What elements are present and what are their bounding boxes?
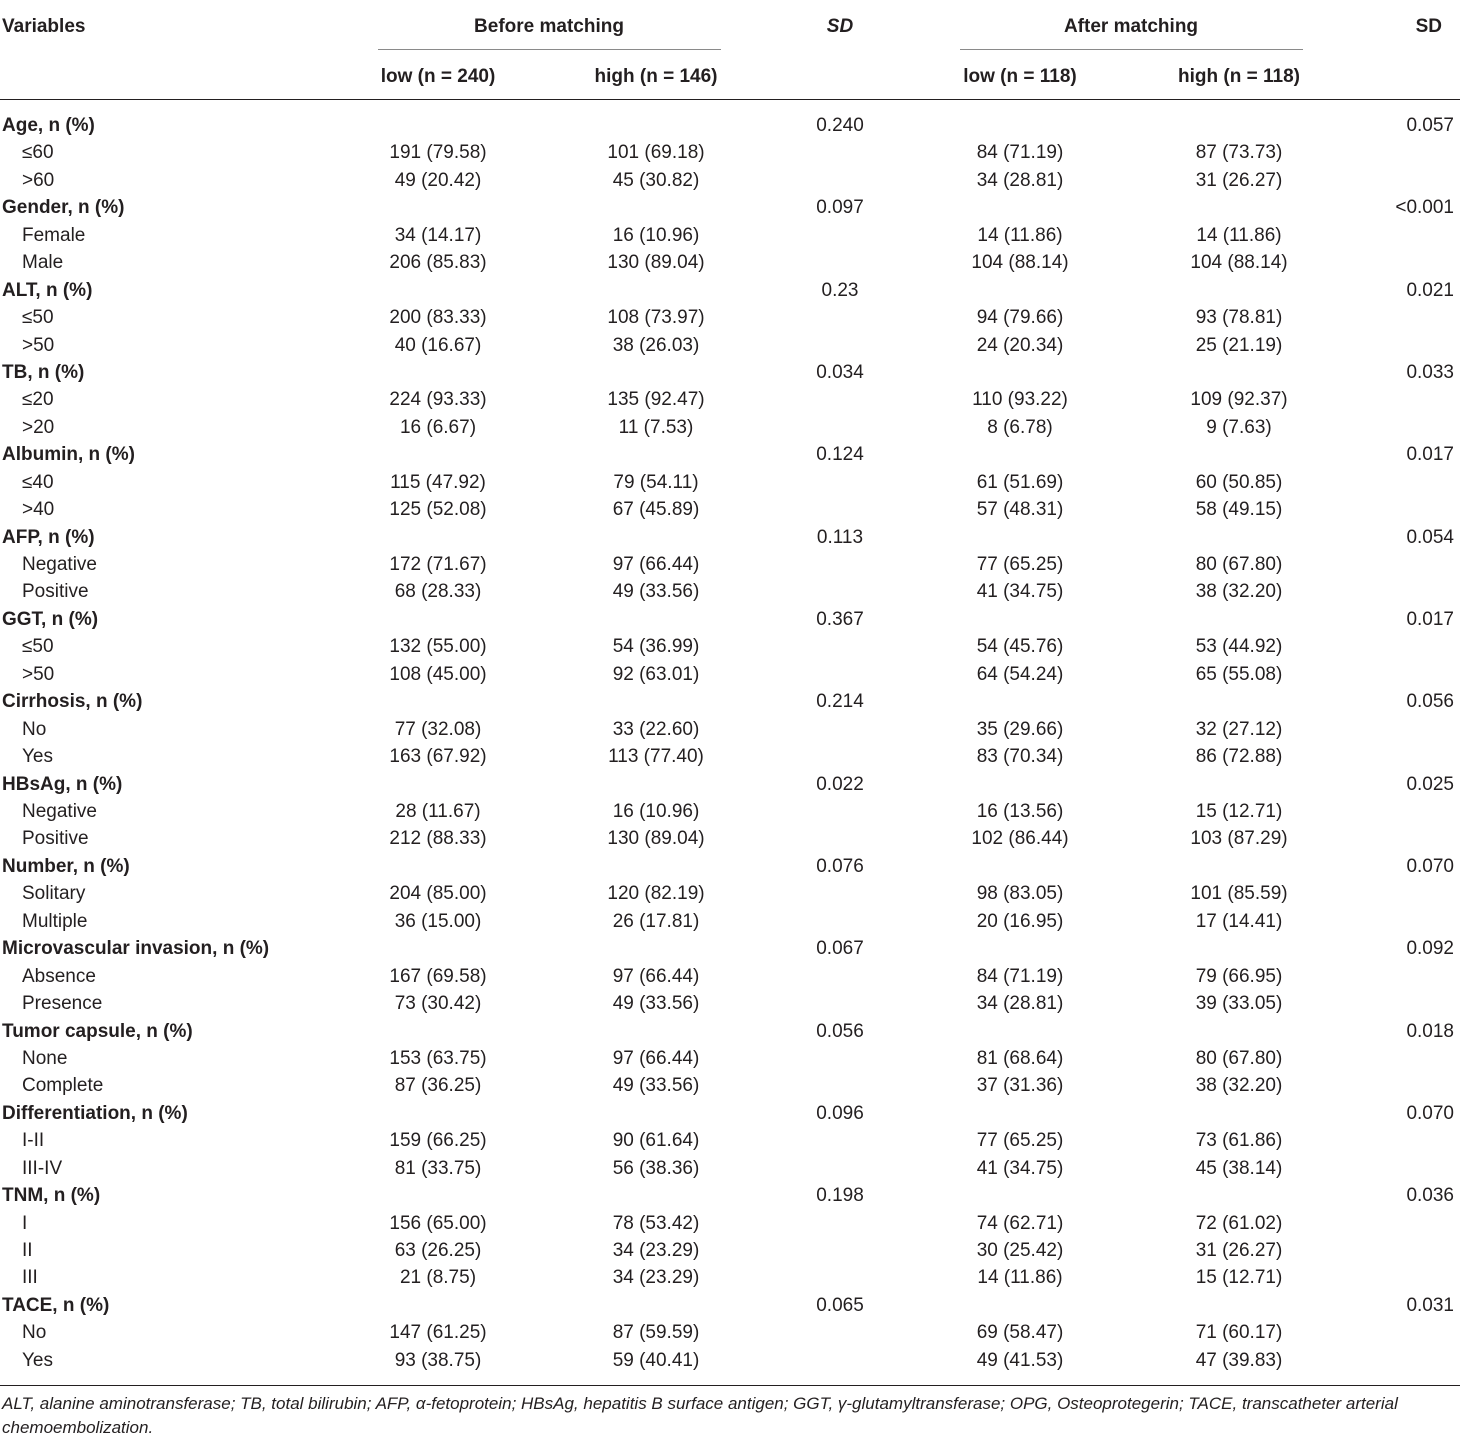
after-high-cell: 60 (50.85) — [1195, 471, 1283, 493]
after-low-cell: 16 (13.56) — [976, 801, 1064, 822]
header-variables: Variables — [2, 16, 86, 37]
sd-before-cell: 0.076 — [816, 855, 864, 877]
before-high-cell: 90 (61.64) — [612, 1130, 700, 1152]
after-low-cell: 84 (71.19) — [976, 965, 1064, 987]
sd-after-cell: 0.025 — [1406, 773, 1454, 795]
before-high-cell: 67 (45.89) — [612, 499, 700, 521]
row-label: Positive — [22, 828, 89, 850]
sd-before-cell: 0.097 — [816, 197, 864, 219]
after-high-cell: 104 (88.14) — [1190, 252, 1288, 274]
table-group-row — [0, 277, 1460, 304]
header-before-matching: Before matching — [474, 16, 624, 37]
table-row — [0, 963, 1460, 990]
after-high-cell: 93 (78.81) — [1195, 307, 1283, 329]
row-label: TNM, n (%) — [2, 1185, 101, 1207]
before-low-cell: 153 (63.75) — [389, 1047, 487, 1069]
table-row — [0, 1155, 1460, 1182]
row-label: Gender, n (%) — [2, 197, 125, 219]
before-low-cell: 68 (28.33) — [394, 581, 482, 603]
after-low-cell: 77 (65.25) — [976, 554, 1064, 576]
header-sd-after: SD — [1415, 16, 1442, 37]
after-low-cell: 41 (34.75) — [976, 581, 1064, 603]
row-label: II — [22, 1240, 33, 1262]
after-low-cell: 64 (54.24) — [976, 663, 1064, 685]
table-group-row — [0, 1100, 1460, 1127]
before-low-cell: 108 (45.00) — [389, 663, 487, 685]
row-label: GGT, n (%) — [2, 608, 99, 630]
header-sd-before: SD — [826, 16, 854, 37]
after-low-cell: 35 (29.66) — [976, 718, 1064, 740]
sd-before-cell: 0.23 — [821, 279, 859, 301]
sd-after-cell: 0.036 — [1406, 1185, 1454, 1207]
before-high-cell: 49 (33.56) — [612, 581, 700, 603]
before-high-cell: 97 (66.44) — [612, 554, 700, 576]
before-low-cell: 212 (88.33) — [389, 828, 487, 850]
row-label: ≤60 — [22, 142, 54, 164]
before-low-cell: 204 (85.00) — [389, 883, 487, 905]
before-low-cell: 34 (14.17) — [394, 224, 482, 246]
before-high-cell: 49 (33.56) — [612, 993, 700, 1015]
header-after-matching: After matching — [1063, 16, 1199, 37]
table-row — [0, 496, 1460, 523]
before-low-cell: 163 (67.92) — [389, 746, 487, 768]
after-low-cell: 74 (62.71) — [976, 1212, 1064, 1234]
row-label: ≤40 — [22, 471, 54, 493]
row-label: No — [22, 718, 47, 740]
row-label: >20 — [22, 416, 55, 438]
table-row — [0, 1237, 1460, 1264]
before-high-cell: 97 (66.44) — [612, 965, 700, 987]
after-low-cell: 104 (88.14) — [971, 252, 1069, 274]
after-high-cell: 31 (26.27) — [1195, 169, 1283, 191]
header-rule — [0, 99, 1460, 100]
row-label: Male — [22, 252, 64, 274]
after-high-cell: 15 (12.71) — [1195, 1267, 1283, 1289]
after-low-cell: 8 (6.78) — [987, 416, 1053, 438]
row-label: Negative — [22, 801, 97, 822]
after-high-cell: 17 (14.41) — [1195, 910, 1283, 932]
table-group-row — [0, 1182, 1460, 1209]
row-label: Absence — [22, 965, 96, 987]
after-low-cell: 110 (93.22) — [972, 389, 1068, 411]
row-label: >60 — [22, 169, 55, 191]
after-low-cell: 41 (34.75) — [976, 1157, 1064, 1179]
before-low-cell: 40 (16.67) — [394, 334, 482, 356]
before-low-cell: 147 (61.25) — [389, 1322, 487, 1344]
table-row — [0, 249, 1460, 276]
table-group-row — [0, 441, 1460, 468]
row-label: Microvascular invasion, n (%) — [2, 938, 270, 960]
row-label: Age, n (%) — [2, 115, 95, 136]
sd-after-cell: 0.070 — [1406, 1102, 1454, 1124]
before-high-cell: 33 (22.60) — [612, 718, 700, 740]
sd-before-cell: 0.214 — [816, 691, 864, 713]
before-high-cell: 78 (53.42) — [612, 1212, 700, 1234]
header-after-high: high (n = 118) — [1178, 66, 1300, 87]
row-label: Differentiation, n (%) — [2, 1102, 188, 1124]
row-label: Cirrhosis, n (%) — [2, 691, 143, 713]
before-low-cell: 28 (11.67) — [395, 801, 481, 822]
after-low-cell: 77 (65.25) — [976, 1130, 1064, 1152]
table-row — [0, 661, 1460, 688]
after-high-cell: 45 (38.14) — [1195, 1157, 1283, 1179]
after-low-cell: 81 (68.64) — [976, 1047, 1064, 1069]
sd-before-cell: 0.367 — [816, 608, 864, 630]
after-high-cell: 80 (67.80) — [1195, 1047, 1283, 1069]
row-label: Number, n (%) — [2, 855, 130, 877]
after-high-cell: 31 (26.27) — [1195, 1240, 1283, 1262]
before-low-cell: 159 (66.25) — [389, 1130, 487, 1152]
sd-after-cell: 0.070 — [1406, 855, 1454, 877]
after-low-cell: 24 (20.34) — [976, 334, 1064, 356]
before-low-cell: 191 (79.58) — [389, 142, 487, 164]
row-label: TB, n (%) — [2, 361, 85, 383]
before-low-cell: 115 (47.92) — [390, 471, 486, 493]
table-row — [0, 743, 1460, 770]
sd-after-cell: 0.017 — [1406, 444, 1454, 466]
before-high-cell: 49 (33.56) — [612, 1075, 700, 1097]
after-high-cell: 72 (61.02) — [1195, 1212, 1283, 1234]
table-row — [0, 469, 1460, 496]
before-high-cell: 101 (69.18) — [607, 142, 705, 164]
row-label: HBsAg, n (%) — [2, 773, 123, 795]
table-row — [0, 1210, 1460, 1237]
after-low-cell: 14 (11.86) — [977, 224, 1063, 246]
before-low-cell: 73 (30.42) — [394, 993, 482, 1015]
after-matching-underline — [960, 49, 1303, 50]
sd-before-cell: 0.034 — [816, 361, 864, 383]
after-high-cell: 87 (73.73) — [1195, 142, 1283, 164]
before-high-cell: 16 (10.96) — [612, 801, 700, 822]
before-low-cell: 156 (65.00) — [389, 1212, 487, 1234]
before-high-cell: 79 (54.11) — [613, 471, 699, 493]
row-label: >50 — [22, 663, 55, 685]
after-high-cell: 79 (66.95) — [1195, 965, 1283, 987]
after-high-cell: 32 (27.12) — [1195, 718, 1283, 740]
before-low-cell: 200 (83.33) — [389, 307, 487, 329]
before-high-cell: 34 (23.29) — [612, 1240, 700, 1262]
row-label: None — [22, 1047, 68, 1069]
before-high-cell: 11 (7.53) — [618, 416, 694, 438]
after-low-cell: 84 (71.19) — [976, 142, 1064, 164]
table-group-row — [0, 853, 1460, 880]
header-after-low: low (n = 118) — [963, 66, 1077, 87]
sd-after-cell: 0.057 — [1406, 115, 1454, 136]
table-row — [0, 332, 1460, 359]
sd-before-cell: 0.065 — [816, 1294, 864, 1316]
table-row — [0, 825, 1460, 852]
after-high-cell: 103 (87.29) — [1190, 828, 1288, 850]
row-label: Solitary — [22, 883, 86, 905]
before-high-cell: 54 (36.99) — [612, 636, 700, 658]
after-high-cell: 38 (32.20) — [1195, 1075, 1283, 1097]
sd-after-cell: 0.031 — [1406, 1294, 1454, 1316]
before-low-cell: 132 (55.00) — [389, 636, 487, 658]
row-label: Female — [22, 224, 86, 246]
before-high-cell: 120 (82.19) — [607, 883, 705, 905]
before-low-cell: 206 (85.83) — [389, 252, 487, 274]
bottom-rule — [0, 1385, 1460, 1386]
before-high-cell: 92 (63.01) — [612, 663, 700, 685]
before-high-cell: 108 (73.97) — [607, 307, 705, 329]
after-high-cell: 65 (55.08) — [1195, 663, 1283, 685]
row-label: Tumor capsule, n (%) — [2, 1020, 193, 1042]
before-low-cell: 167 (69.58) — [389, 965, 487, 987]
after-low-cell: 49 (41.53) — [976, 1349, 1064, 1371]
after-low-cell: 20 (16.95) — [976, 910, 1064, 932]
table-row — [0, 716, 1460, 743]
sd-after-cell: <0.001 — [1395, 197, 1454, 219]
row-label: I — [22, 1212, 28, 1234]
table-row — [0, 1319, 1460, 1346]
table-footnote: ALT, alanine aminotransferase; TB, total bilirubin; AFP, α-fetoprotein; HBsAg, hepatitis B surface antigen; GGT, γ-glutamyltransferase; OPG, Osteoprotegerin; TACE, transcatheter arterial chemoembolization. — [2, 1394, 1398, 1437]
before-high-cell: 135 (92.47) — [607, 389, 705, 411]
sd-after-cell: 0.056 — [1406, 691, 1454, 713]
table-row — [0, 1045, 1460, 1072]
table-row — [0, 1264, 1460, 1291]
header-before-low: low (n = 240) — [380, 66, 496, 87]
table-row — [0, 167, 1460, 194]
sd-before-cell: 0.067 — [816, 938, 864, 960]
after-high-cell: 109 (92.37) — [1190, 389, 1288, 411]
sd-after-cell: 0.018 — [1406, 1020, 1454, 1042]
after-low-cell: 83 (70.34) — [976, 746, 1064, 768]
after-low-cell: 34 (28.81) — [976, 169, 1064, 191]
before-low-cell: 93 (38.75) — [394, 1349, 482, 1371]
row-label: >50 — [22, 334, 55, 356]
table-row — [0, 1127, 1460, 1154]
row-label: AFP, n (%) — [2, 526, 95, 548]
table-group-row — [0, 524, 1460, 551]
row-label: ≤20 — [22, 389, 54, 411]
after-low-cell: 69 (58.47) — [976, 1322, 1064, 1344]
header-before-high: high (n = 146) — [594, 66, 718, 87]
after-high-cell: 15 (12.71) — [1195, 801, 1283, 822]
table-row — [0, 880, 1460, 907]
table-group-row — [0, 1018, 1460, 1045]
sd-before-cell: 0.113 — [816, 526, 864, 548]
table-row — [0, 990, 1460, 1017]
table-group-row — [0, 194, 1460, 221]
after-high-cell: 39 (33.05) — [1195, 993, 1283, 1015]
row-label: Complete — [22, 1075, 104, 1097]
after-low-cell: 14 (11.86) — [977, 1267, 1063, 1289]
table-group-row — [0, 771, 1460, 798]
before-low-cell: 125 (52.08) — [389, 499, 487, 521]
row-label: TACE, n (%) — [2, 1294, 110, 1316]
sd-after-cell: 0.021 — [1406, 279, 1454, 301]
after-low-cell: 61 (51.69) — [976, 471, 1064, 493]
before-low-cell: 16 (6.67) — [399, 416, 477, 438]
table-row — [0, 908, 1460, 935]
before-high-cell: 45 (30.82) — [612, 169, 700, 191]
before-low-cell: 36 (15.00) — [394, 910, 482, 932]
sd-before-cell: 0.240 — [816, 115, 864, 136]
after-low-cell: 98 (83.05) — [976, 883, 1064, 905]
table-row — [0, 386, 1460, 413]
table-row — [0, 414, 1460, 441]
row-label: >40 — [22, 499, 55, 521]
sd-before-cell: 0.022 — [816, 773, 864, 795]
sd-before-cell: 0.096 — [816, 1102, 864, 1124]
before-low-cell: 21 (8.75) — [399, 1267, 477, 1289]
table-row — [0, 139, 1460, 166]
row-label: ≤50 — [22, 307, 54, 329]
row-label: III — [22, 1267, 38, 1289]
sd-after-cell: 0.033 — [1406, 361, 1454, 383]
before-low-cell: 172 (71.67) — [389, 554, 487, 576]
row-label: Yes — [22, 746, 53, 768]
before-high-cell: 130 (89.04) — [607, 828, 705, 850]
after-high-cell: 25 (21.19) — [1195, 334, 1283, 356]
before-low-cell: 87 (36.25) — [394, 1075, 482, 1097]
after-high-cell: 86 (72.88) — [1195, 746, 1283, 768]
sd-before-cell: 0.124 — [816, 444, 864, 466]
after-high-cell: 47 (39.83) — [1195, 1349, 1283, 1371]
table-row — [0, 1347, 1460, 1374]
before-low-cell: 81 (33.75) — [394, 1157, 482, 1179]
sd-after-cell: 0.054 — [1406, 526, 1454, 548]
table-group-row — [0, 112, 1460, 139]
before-low-cell: 63 (26.25) — [394, 1240, 482, 1262]
row-label: Yes — [22, 1349, 53, 1371]
table-group-row — [0, 1292, 1460, 1319]
after-low-cell: 94 (79.66) — [976, 307, 1064, 329]
table-group-row — [0, 359, 1460, 386]
table-row — [0, 798, 1460, 825]
after-high-cell: 101 (85.59) — [1190, 883, 1288, 905]
table-row — [0, 222, 1460, 249]
row-label: I-II — [22, 1130, 45, 1152]
sd-before-cell: 0.056 — [816, 1020, 864, 1042]
before-high-cell: 113 (77.40) — [608, 746, 704, 768]
row-label: Positive — [22, 581, 89, 603]
after-high-cell: 9 (7.63) — [1206, 416, 1272, 438]
before-high-cell: 38 (26.03) — [612, 334, 700, 356]
before-high-cell: 97 (66.44) — [612, 1047, 700, 1069]
after-high-cell: 80 (67.80) — [1195, 554, 1283, 576]
after-high-cell: 71 (60.17) — [1195, 1322, 1283, 1344]
row-label: Multiple — [22, 910, 88, 932]
row-label: Presence — [22, 993, 103, 1015]
after-high-cell: 73 (61.86) — [1195, 1130, 1283, 1152]
table-row — [0, 304, 1460, 331]
before-high-cell: 16 (10.96) — [612, 224, 700, 246]
table-group-row — [0, 935, 1460, 962]
before-low-cell: 49 (20.42) — [394, 169, 482, 191]
sd-after-cell: 0.017 — [1406, 608, 1454, 630]
table-row — [0, 633, 1460, 660]
before-high-cell: 26 (17.81) — [612, 910, 700, 932]
row-label: III-IV — [22, 1157, 63, 1179]
before-low-cell: 77 (32.08) — [394, 718, 482, 740]
table-row — [0, 1072, 1460, 1099]
after-low-cell: 30 (25.42) — [976, 1240, 1064, 1262]
before-matching-underline — [378, 49, 721, 50]
before-high-cell: 87 (59.59) — [612, 1322, 700, 1344]
after-low-cell: 37 (31.36) — [976, 1075, 1064, 1097]
before-high-cell: 56 (38.36) — [612, 1157, 700, 1179]
row-label: Negative — [22, 554, 97, 576]
before-high-cell: 34 (23.29) — [612, 1267, 700, 1289]
table-group-row — [0, 606, 1460, 633]
after-high-cell: 38 (32.20) — [1195, 581, 1283, 603]
table-row — [0, 551, 1460, 578]
row-label: Albumin, n (%) — [2, 444, 135, 466]
after-high-cell: 53 (44.92) — [1195, 636, 1283, 658]
row-label: ALT, n (%) — [2, 279, 93, 301]
after-high-cell: 58 (49.15) — [1195, 499, 1283, 521]
row-label: No — [22, 1322, 47, 1344]
table-group-row — [0, 688, 1460, 715]
after-low-cell: 54 (45.76) — [976, 636, 1064, 658]
before-high-cell: 130 (89.04) — [607, 252, 705, 274]
row-label: ≤50 — [22, 636, 54, 658]
sd-after-cell: 0.092 — [1406, 938, 1454, 960]
sd-before-cell: 0.198 — [816, 1185, 864, 1207]
after-high-cell: 14 (11.86) — [1196, 224, 1282, 246]
after-low-cell: 102 (86.44) — [971, 828, 1069, 850]
before-high-cell: 59 (40.41) — [612, 1349, 700, 1371]
after-low-cell: 34 (28.81) — [976, 993, 1064, 1015]
after-low-cell: 57 (48.31) — [976, 499, 1064, 521]
table-row — [0, 578, 1460, 605]
before-low-cell: 224 (93.33) — [389, 389, 487, 411]
